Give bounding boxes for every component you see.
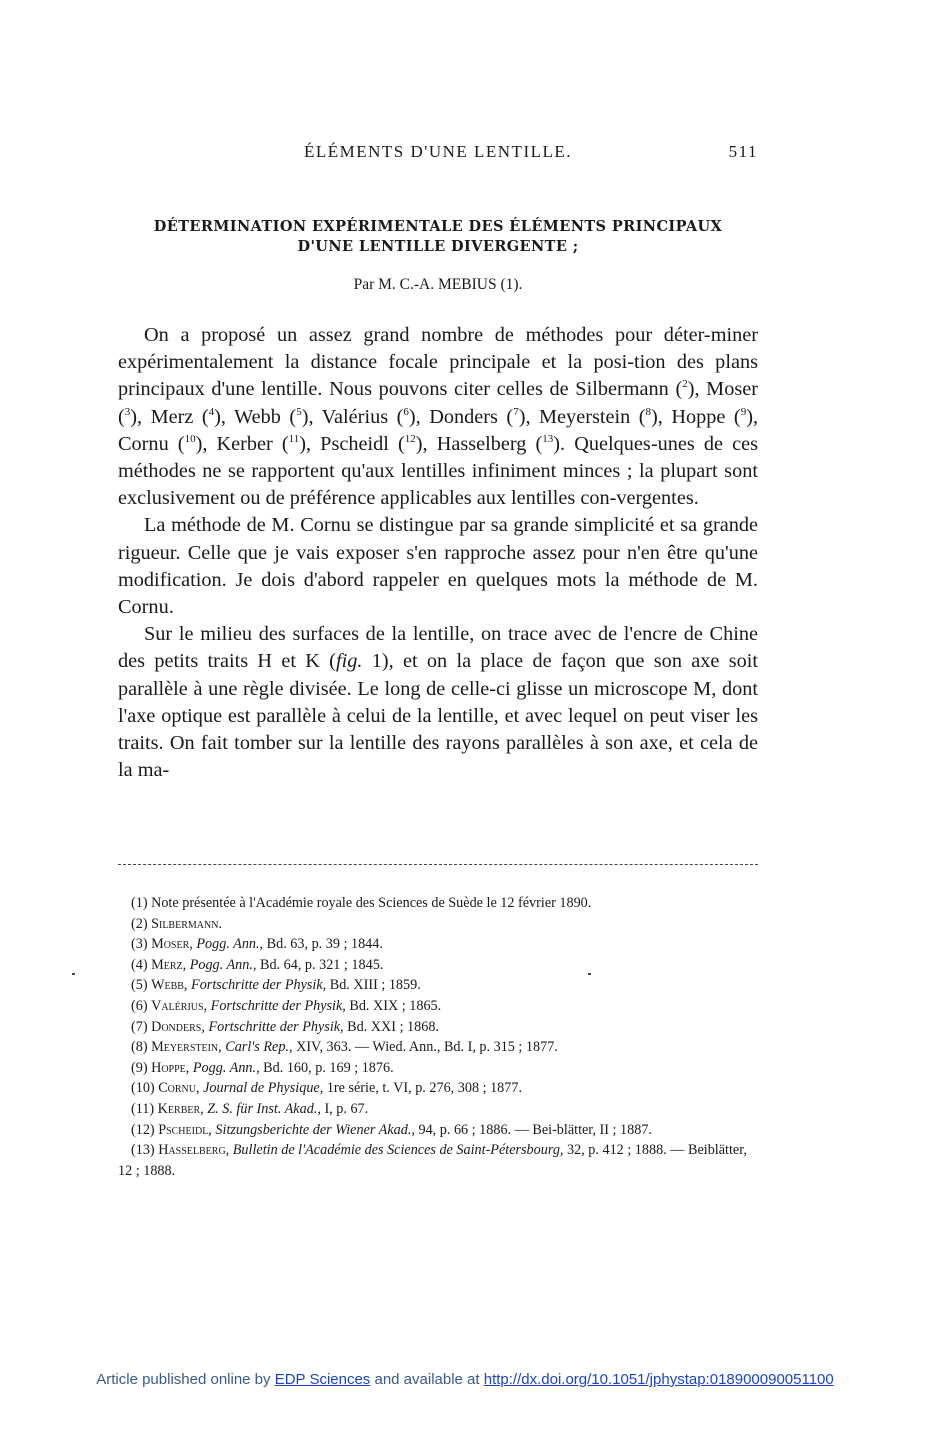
footnote-source: Pogg. Ann., bbox=[196, 936, 264, 953]
footnote-ref: 2 bbox=[682, 378, 688, 391]
footnote-author: Donders, bbox=[151, 1018, 205, 1035]
paragraph-1-text: ), Meyerstein ( bbox=[518, 405, 646, 428]
footnote-number: (9) bbox=[131, 1059, 152, 1076]
footnote-text: Note présentée à l'Académie royale des Sciences de Suède le 12 février 1890. bbox=[151, 895, 592, 911]
footnote-ref: 11 bbox=[288, 433, 300, 446]
footnote-source: Fortschritte der Physik, bbox=[208, 1018, 344, 1035]
article-title-line-2: D'UNE LENTILLE DIVERGENTE ; bbox=[297, 238, 579, 255]
footnote-ref: 13 bbox=[542, 433, 554, 446]
footnote-number: (10) bbox=[131, 1080, 159, 1097]
footnote-number: (13) bbox=[131, 1142, 159, 1159]
paragraph-1-text: On a proposé un assez grand nombre de méthodes pour déter-miner expérimentalement la distance focale principale et la posi-tion des plans principaux d'une lentille. Nous pouvons citer celles de Silbermann ( bbox=[118, 324, 758, 401]
footnote-author: Cornu, bbox=[158, 1080, 200, 1097]
footnote-author: Kerber, bbox=[157, 1100, 204, 1117]
footnote bbox=[118, 955, 758, 976]
footnote bbox=[118, 1017, 758, 1038]
footnote-author: Hoppe, bbox=[151, 1059, 190, 1076]
figure-reference: fig. bbox=[335, 650, 363, 673]
paragraph-3-text-a: Sur le milieu des surfaces de la lentille, on trace avec de l'encre de Chine des petits traits H et K ( bbox=[118, 623, 758, 673]
footnote-ref: 8 bbox=[645, 405, 652, 418]
footnote-details: I, p. 67. bbox=[320, 1100, 369, 1117]
footnote-author: Pscheidl, bbox=[158, 1121, 212, 1138]
body-text bbox=[118, 322, 758, 784]
footnote-details: Bd. 63, p. 39 ; 1844. bbox=[263, 936, 383, 953]
footnote bbox=[118, 893, 758, 914]
running-title: ÉLÉMENTS D'UNE LENTILLE. bbox=[303, 142, 573, 161]
paragraph-1 bbox=[118, 322, 758, 512]
footnote bbox=[118, 1140, 758, 1181]
paragraph-3 bbox=[118, 621, 758, 784]
scan-mark bbox=[588, 973, 591, 975]
footnote-ref: 7 bbox=[513, 405, 519, 418]
footnote-source: Carl's Rep., bbox=[225, 1039, 293, 1056]
footnote-author: Merz, bbox=[151, 956, 187, 973]
footnote-number: (6) bbox=[131, 997, 152, 1014]
paragraph-2: La méthode de M. Cornu se distingue par sa grande simplicité et sa grande rigueur. Celle que je vais exposer s'en rapproche assez pour n'en être qu'une modification. Je dois d'abord rappeler en quelques mots la méthode de M. Cornu. bbox=[118, 514, 758, 619]
footnote-number: (11) bbox=[131, 1100, 158, 1117]
author-line bbox=[118, 276, 758, 294]
footnote-number: (8) bbox=[131, 1039, 152, 1056]
footnote bbox=[118, 1099, 758, 1120]
footnote-number: (4) bbox=[131, 956, 152, 973]
publisher-link[interactable]: EDP Sciences bbox=[274, 1371, 371, 1388]
footnote-separator bbox=[118, 864, 758, 865]
footnote-details: Bd. 64, p. 321 ; 1845. bbox=[256, 956, 384, 973]
footnote-ref: 4 bbox=[208, 405, 215, 418]
paragraph-1-text: ), Valérius ( bbox=[301, 405, 404, 428]
footnote-source: Pogg. Ann., bbox=[192, 1059, 260, 1076]
footnote-details: Bd. XXI ; 1868. bbox=[343, 1018, 439, 1035]
footnote-details: Bd. 160, p. 169 ; 1876. bbox=[259, 1059, 394, 1076]
footnote-number: (1) bbox=[131, 895, 152, 911]
paragraph-1-text: ), Webb ( bbox=[214, 405, 297, 428]
footnote bbox=[118, 1078, 758, 1099]
footnote-number: (3) bbox=[131, 936, 152, 953]
paragraph-1-text: ), Hoppe ( bbox=[651, 405, 741, 428]
paragraph-1-text: ). Quelques-unes de ces méthodes ne se rapportent qu'aux lentilles infiniment minces ; la plupart sont exclusivement ou de préférence applicables aux lentilles con-vergentes. bbox=[118, 432, 758, 510]
footnote-source: Journal de Physique, bbox=[203, 1080, 324, 1097]
paragraph-1-text: ), Cornu ( bbox=[118, 405, 759, 455]
footnote-number: (2) bbox=[131, 915, 152, 932]
paragraph-1-text: ), Moser ( bbox=[118, 378, 758, 428]
footnote-number: (7) bbox=[131, 1018, 152, 1035]
footnote bbox=[118, 1037, 758, 1058]
footnote bbox=[118, 975, 758, 996]
paragraph-1-text: ), Hasselberg ( bbox=[415, 432, 543, 455]
footnote-author: Hasselberg, bbox=[158, 1142, 230, 1159]
footnote-number: (5) bbox=[131, 977, 152, 994]
author-name: Par M. C.-A. MEBIUS bbox=[353, 276, 497, 293]
paragraph-1-text: ), Merz ( bbox=[130, 405, 209, 428]
footnote-details: 32, p. 412 ; 1888. — Beiblätter, 12 ; 1888. bbox=[118, 1142, 747, 1179]
page-number: 511 bbox=[728, 142, 758, 161]
footnote-ref: 5 bbox=[296, 405, 302, 418]
footnote-number: (12) bbox=[131, 1121, 159, 1138]
paragraph-3-text-b: 1), et on la place de façon que son axe soit parallèle à une règle divisée. Le long de celle-ci glisse un microscope M, dont l'axe optique est parallèle à celui de la lentille, et avec lequel on peut viser les traits. On fait tomber sur la lentille des rayons parallèles à son axe, et cela de la ma- bbox=[118, 650, 758, 782]
doi-link[interactable]: http://dx.doi.org/10.1051/jphystap:018900090051100 bbox=[483, 1371, 834, 1388]
footnote-source: Fortschritte der Physik, bbox=[210, 997, 346, 1014]
author-note-ref: (1). bbox=[500, 276, 523, 293]
footnote-source: Z. S. für Inst. Akad., bbox=[207, 1100, 321, 1117]
footnote-source: Sitzungsberichte der Wiener Akad., bbox=[215, 1121, 415, 1138]
paragraph-1-text: ), Kerber ( bbox=[195, 432, 289, 455]
article-title-line-1: DÉTERMINATION EXPÉRIMENTALE DES ÉLÉMENTS PRINCIPAUX bbox=[153, 218, 723, 235]
publisher-note-prefix: Article published online by bbox=[96, 1371, 275, 1388]
footnotes bbox=[118, 893, 758, 1181]
footnote-author: Webb, bbox=[151, 977, 188, 994]
footnote-details: 1re série, t. VI, p. 276, 308 ; 1877. bbox=[323, 1080, 522, 1097]
footnote bbox=[118, 934, 758, 955]
publisher-note-middle: and available at bbox=[370, 1371, 484, 1388]
paragraph-1-text: ), Donders ( bbox=[408, 405, 514, 428]
footnote-ref: 9 bbox=[740, 405, 747, 418]
footnote-source: Bulletin de l'Académie des Sciences de Saint-Pétersbourg, bbox=[232, 1142, 564, 1159]
footnote-details: 94, p. 66 ; 1886. — Bei-blätter, II ; 1887. bbox=[414, 1121, 652, 1138]
article-title bbox=[118, 217, 758, 257]
footnote-author: Moser, bbox=[151, 936, 193, 953]
footnote-author: Silbermann. bbox=[151, 915, 222, 932]
footnote-author: Meyerstein, bbox=[151, 1039, 222, 1056]
footnote-source: Fortschritte der Physik, bbox=[191, 977, 327, 994]
footnote bbox=[118, 1058, 758, 1079]
paragraph-1-text: ), Pscheidl ( bbox=[299, 432, 405, 455]
footnote-details: XIV, 363. — Wied. Ann., Bd. I, p. 315 ; 1877. bbox=[292, 1039, 558, 1056]
footnote bbox=[118, 1120, 758, 1141]
footnote-source: Pogg. Ann., bbox=[189, 956, 257, 973]
footnote-ref: 12 bbox=[404, 433, 416, 446]
footnote-details: Bd. XIX ; 1865. bbox=[345, 997, 442, 1014]
footnote-author: Valérius, bbox=[151, 997, 208, 1014]
scan-mark bbox=[72, 973, 75, 975]
footnote bbox=[118, 914, 758, 935]
footnote-ref: 10 bbox=[184, 433, 196, 446]
footnote bbox=[118, 996, 758, 1017]
footnote-details: Bd. XIII ; 1859. bbox=[326, 977, 421, 994]
footnote-ref: 6 bbox=[403, 405, 409, 418]
footnote-ref: 3 bbox=[124, 405, 131, 418]
publisher-note bbox=[0, 1371, 930, 1388]
